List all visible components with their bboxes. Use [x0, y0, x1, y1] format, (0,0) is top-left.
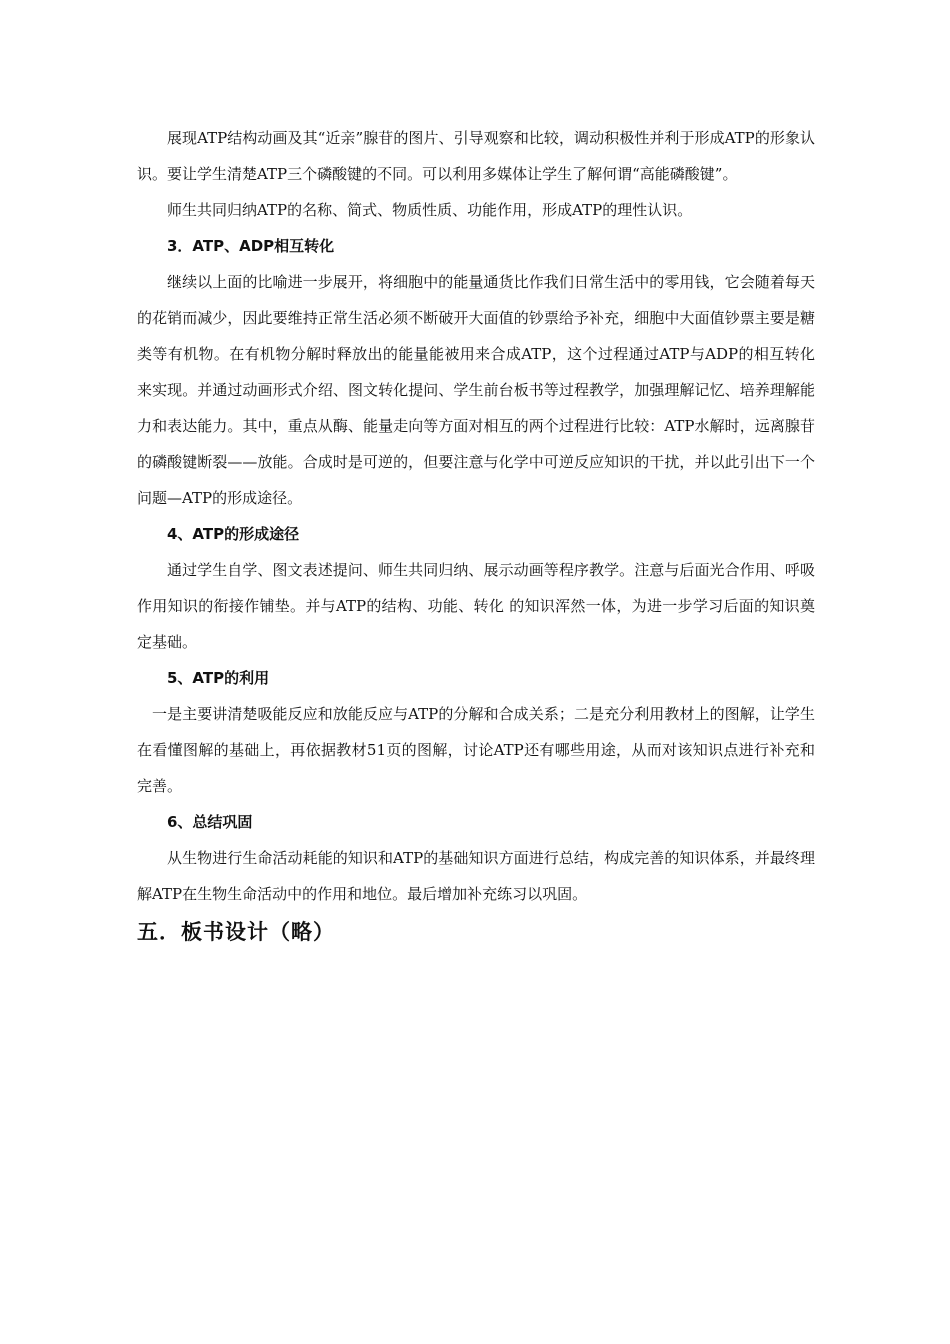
document-body	[137, 120, 815, 952]
heading-atp-formation: 4、ATP的形成途径	[167, 525, 300, 543]
paragraph-summary: 从生物进行生命活动耗能的知识和ATP的基础知识方面进行总结，构成完善的知识体系，并最终理解ATP在生物生命活动中的作用和地位。最后增加补充练习以巩固。	[137, 849, 815, 903]
paragraph-atp-adp-conversion: 继续以上面的比喻进一步展开，将细胞中的能量通货比作我们日常生活中的零用钱，它会随着每天的花销而减少，因此要维持正常生活必须不断破开大面值的钞票给予补充，细胞中大面值钞票主要是糖类等有机物。在有机物分解时释放出的能量能被用来合成ATP，这个过程通过ATP与ADP的相互转化来实现。并通过动画形式介绍、图文转化提问、学生前台板书等过程教学，加强理解记忆、培养理解能力和表达能力。其中，重点从酶、能量走向等方面对相互的两个过程进行比较：ATP水解时，远离腺苷的磷酸键断裂——放能。合成时是可逆的，但要注意与化学中可逆反应知识的干扰，并以此引出下一个问题—ATP的形成途径。	[137, 273, 815, 507]
paragraph-atp-use: 一是主要讲清楚吸能反应和放能反应与ATP的分解和合成关系；二是充分利用教材上的图解，让学生在看懂图解的基础上，再依据教材51页的图解，讨论ATP还有哪些用途，从而对该知识点进行补充和完善。	[137, 705, 815, 795]
heading-atp-adp-conversion: 3．ATP、ADP相互转化	[167, 237, 335, 255]
paragraph-atp-formation: 通过学生自学、图文表述提问、师生共同归纳、展示动画等程序教学。注意与后面光合作用、呼吸作用知识的衔接作铺垫。并与ATP的结构、功能、转化 的知识浑然一体，为进一步学习后面的知识奠定基础。	[137, 561, 815, 651]
paragraph-atp-structure: 展现ATP结构动画及其“近亲”腺苷的图片、引导观察和比较，调动积极性并利于形成ATP的形象认识。要让学生清楚ATP三个磷酸键的不同。可以利用多媒体让学生了解何谓“高能磷酸键”。	[137, 129, 815, 183]
section-title-board-design: 五．板书设计（略）	[137, 919, 335, 944]
paragraph-atp-summary: 师生共同归纳ATP的名称、简式、物质性质、功能作用，形成ATP的理性认识。	[167, 201, 693, 219]
heading-atp-use: 5、ATP的利用	[167, 669, 270, 687]
heading-summary: 6、总结巩固	[167, 813, 253, 831]
